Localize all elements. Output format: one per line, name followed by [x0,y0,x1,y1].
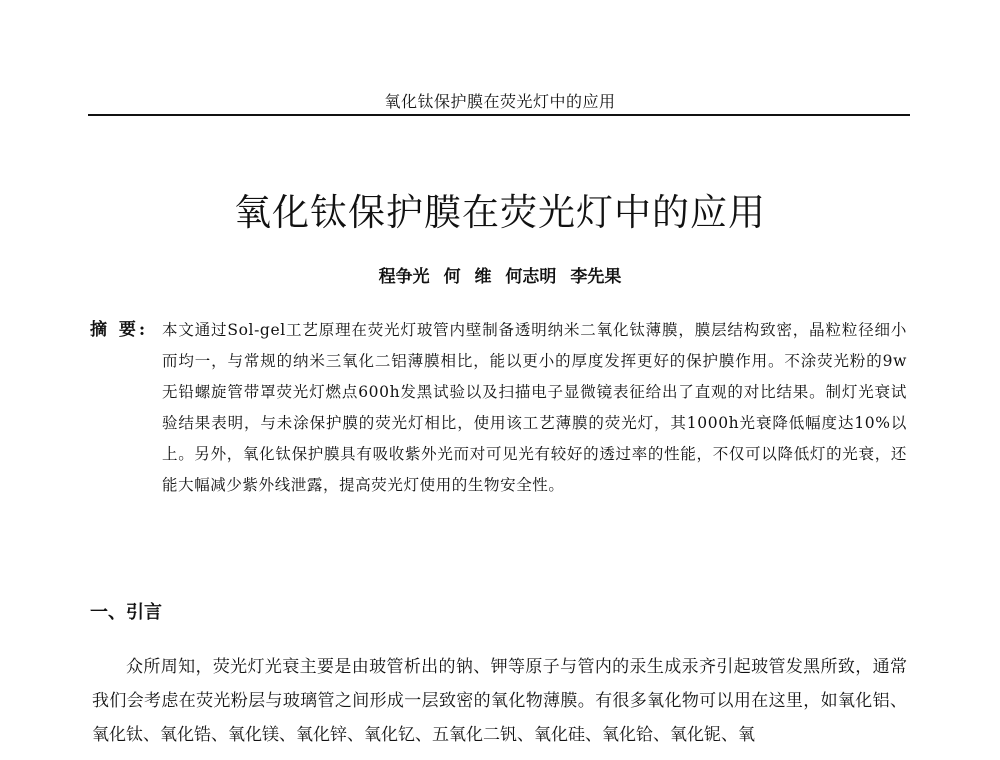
abstract-text: 本文通过Sol-gel工艺原理在荧光灯玻管内壁制备透明纳米二氧化钛薄膜，膜层结构致密，晶粒粒径细小而均一，与常规的纳米三氧化二铝薄膜相比，能以更小的厚度发挥更好的保护膜作用。不涂荧光粉的9w无铅螺旋管带罩荧光灯燃点600h发黑试验以及扫描电子显微镜表征给出了直观的对比结果。制灯光衰试验结果表明，与未涂保护膜的荧光灯相比，使用该工艺薄膜的荧光灯，其1000h光衰降低幅度达10%以上。另外，氧化钛保护膜具有吸收紫外光而对可见光有较好的透过率的性能，不仅可以降低灯的光衰，还能大幅减少紫外线泄露，提高荧光灯使用的生物安全性。 [162,321,907,494]
author-list: 程争光 何 维 何志明 李先果 [378,267,622,287]
paper-title: 氧化钛保护膜在荧光灯中的应用 [234,191,766,234]
running-header: 氧化钛保护膜在荧光灯中的应用 [384,92,616,111]
abstract-label: 摘 要: [90,320,149,340]
introduction-paragraph: 众所周知，荧光灯光衰主要是由玻管析出的钠、钾等原子与管内的汞生成汞齐引起玻管发黑所致，通常我们会考虑在荧光粉层与玻璃管之间形成一层致密的氧化物薄膜。有很多氧化物可以用在这里，如氧化铝、氧化钛、氧化锆、氧化镁、氧化锌、氧化钇、五氧化二钒、氧化硅、氧化铪、氧化铌、氧 [92,657,907,745]
header-rule [88,114,910,116]
section-heading-introduction: 一、引言 [90,602,162,623]
